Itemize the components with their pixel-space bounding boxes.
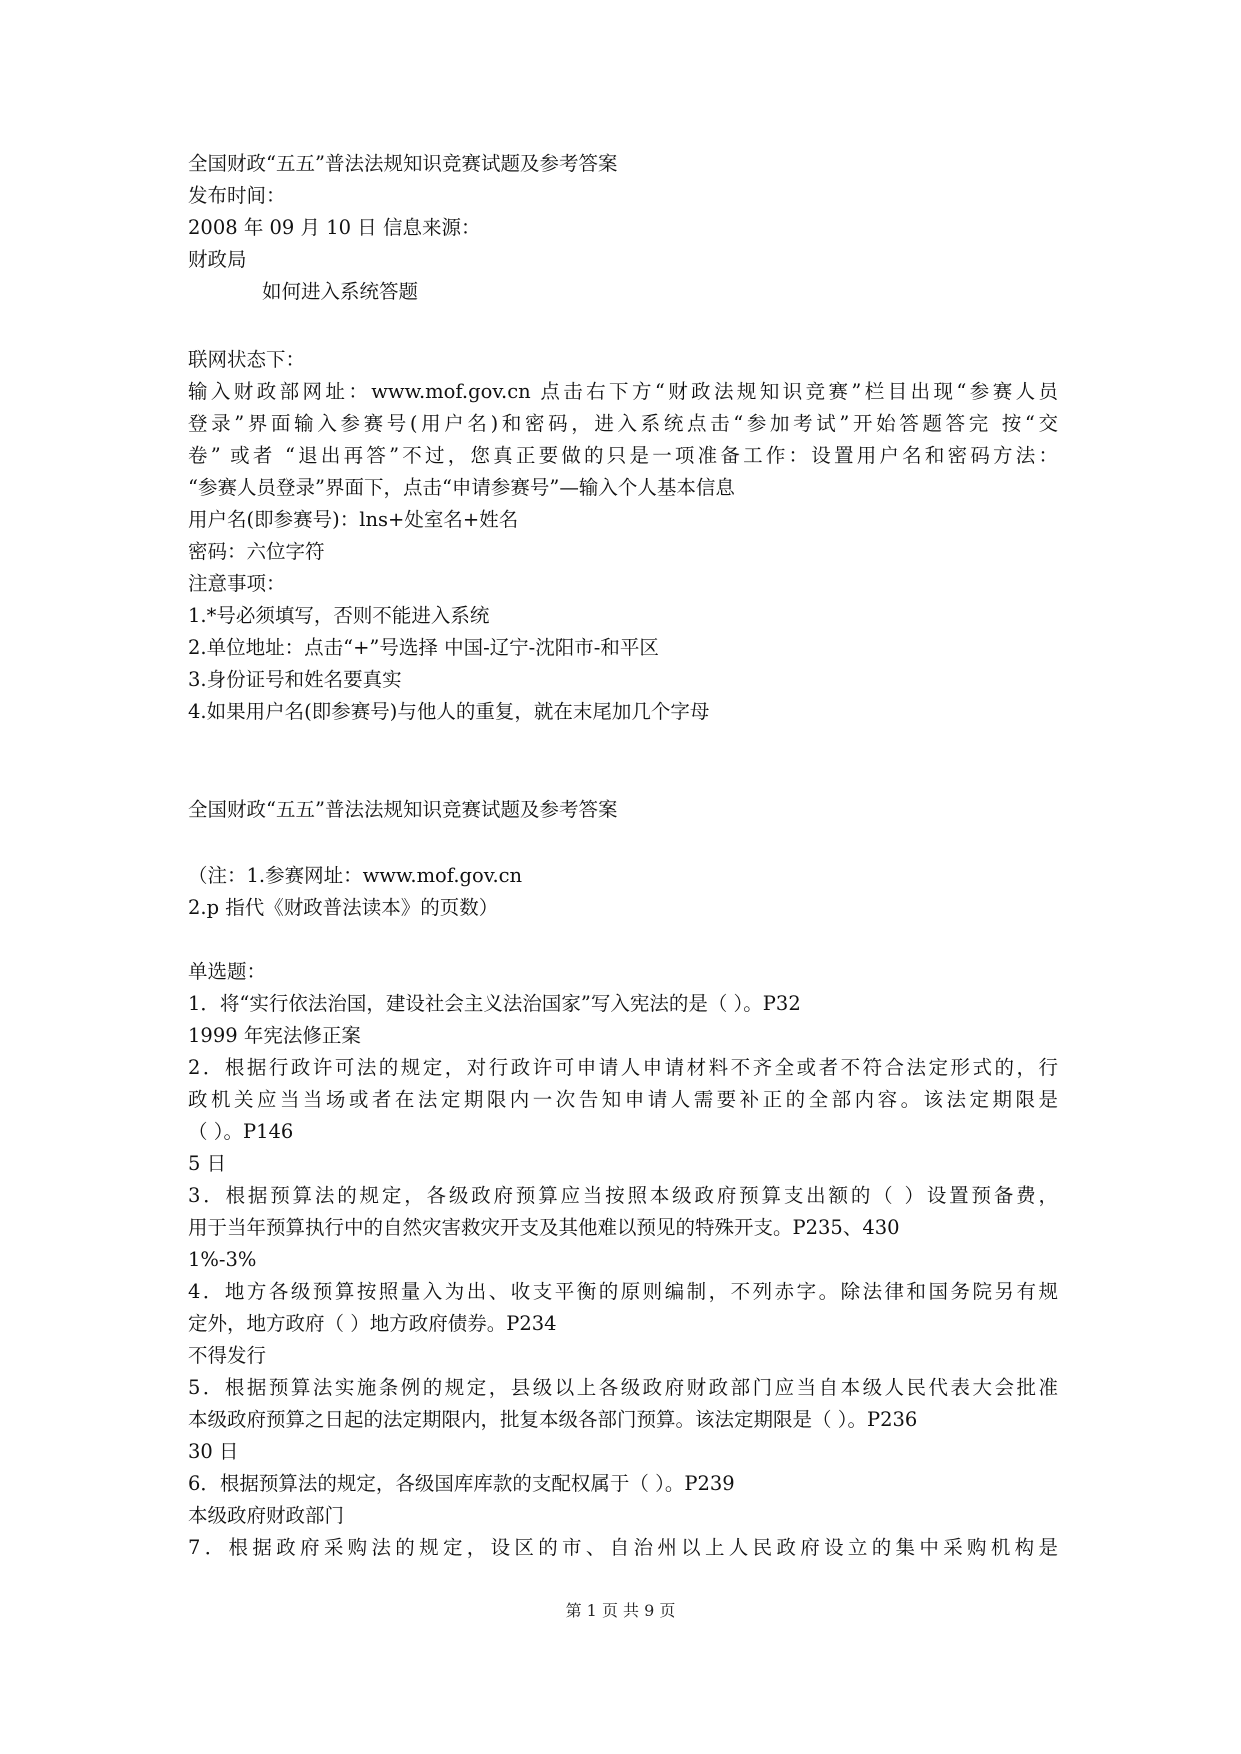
quiz-note: 2.p 指代《财政普法读本》的页数） [188, 896, 499, 919]
published-label: 发布时间： [188, 184, 286, 207]
note-item: 2.单位地址：点击“+”号选择 中国-辽宁-沈阳市-和平区 [188, 636, 659, 659]
instructions-line: “参赛人员登录”界面下，点击“申请参赛号”—输入个人基本信息 [188, 476, 735, 499]
instructions-line: 卷” 或者 “退出再答”不过，您真正要做的只是一项准备工作：设置用户名和密码方法： [188, 444, 1058, 467]
question-line: 定外，地方政府（ ）地方政府债券。P234 [188, 1312, 557, 1335]
answer-line: 不得发行 [188, 1344, 267, 1367]
question-line: 7．根据政府采购法的规定，设区的市、自治州以上人民政府设立的集中采购机构是 [188, 1536, 1058, 1559]
question-line: 6．根据预算法的规定，各级国库库款的支配权属于（ ）。P239 [188, 1472, 735, 1495]
page-footer: 第 1 页 共 9 页 [565, 1601, 676, 1620]
note-item: 4.如果用户名(即参赛号)与他人的重复，就在末尾加几个字母 [188, 700, 710, 723]
username-format: 用户名(即参赛号)：lns+处室名+姓名 [188, 508, 519, 531]
question-line: 1．将“实行依法治国，建设社会主义法治国家”写入宪法的是（ ）。P32 [188, 992, 801, 1015]
answer-line: 5 日 [188, 1152, 227, 1175]
source-value: 财政局 [188, 248, 247, 271]
question-line: 用于当年预算执行中的自然灾害救灾开支及其他难以预见的特殊开支。P235、430 [188, 1216, 900, 1239]
notes-heading: 注意事项： [188, 572, 286, 595]
answer-line: 30 日 [188, 1440, 239, 1463]
quiz-title: 全国财政“五五”普法法规知识竞赛试题及参考答案 [188, 798, 618, 821]
answer-line: 1%-3% [188, 1248, 257, 1271]
how-to-heading: 如何进入系统答题 [262, 280, 419, 303]
question-line: （ ）。P146 [188, 1120, 294, 1143]
question-line: 4．地方各级预算按照量入为出、收支平衡的原则编制，不列赤字。除法律和国务院另有规 [188, 1280, 1058, 1303]
question-line: 3．根据预算法的规定，各级政府预算应当按照本级政府预算支出额的（ ）设置预备费， [188, 1184, 1058, 1207]
instructions-line: 登录”界面输入参赛号(用户名)和密码，进入系统点击“参加考试”开始答题答完 按“交 [188, 412, 1058, 435]
question-line: 5．根据预算法实施条例的规定，县级以上各级政府财政部门应当自本级人民代表大会批准 [188, 1376, 1058, 1399]
note-item: 3.身份证号和姓名要真实 [188, 668, 402, 691]
note-item: 1.*号必须填写，否则不能进入系统 [188, 604, 490, 627]
page-title: 全国财政“五五”普法法规知识竞赛试题及参考答案 [188, 152, 618, 175]
question-line: 2．根据行政许可法的规定，对行政许可申请人申请材料不齐全或者不符合法定形式的，行 [188, 1056, 1058, 1079]
password-format: 密码：六位字符 [188, 540, 325, 563]
quiz-note: （注：1.参赛网址：www.mof.gov.cn [188, 864, 523, 887]
question-line: 本级政府预算之日起的法定期限内，批复本级各部门预算。该法定期限是（ ）。P236 [188, 1408, 918, 1431]
date-source-line: 2008 年 09 月 10 日 信息来源： [188, 216, 481, 239]
single-choice-heading: 单选题： [188, 960, 267, 983]
online-state-label: 联网状态下： [188, 348, 306, 371]
question-line: 政机关应当当场或者在法定期限内一次告知申请人需要补正的全部内容。该法定期限是 [188, 1088, 1058, 1111]
answer-line: 1999 年宪法修正案 [188, 1024, 361, 1047]
answer-line: 本级政府财政部门 [188, 1504, 345, 1527]
instructions-line: 输入财政部网址：www.mof.gov.cn 点击右下方“财政法规知识竞赛”栏目出现“参赛人员 [188, 380, 1058, 403]
